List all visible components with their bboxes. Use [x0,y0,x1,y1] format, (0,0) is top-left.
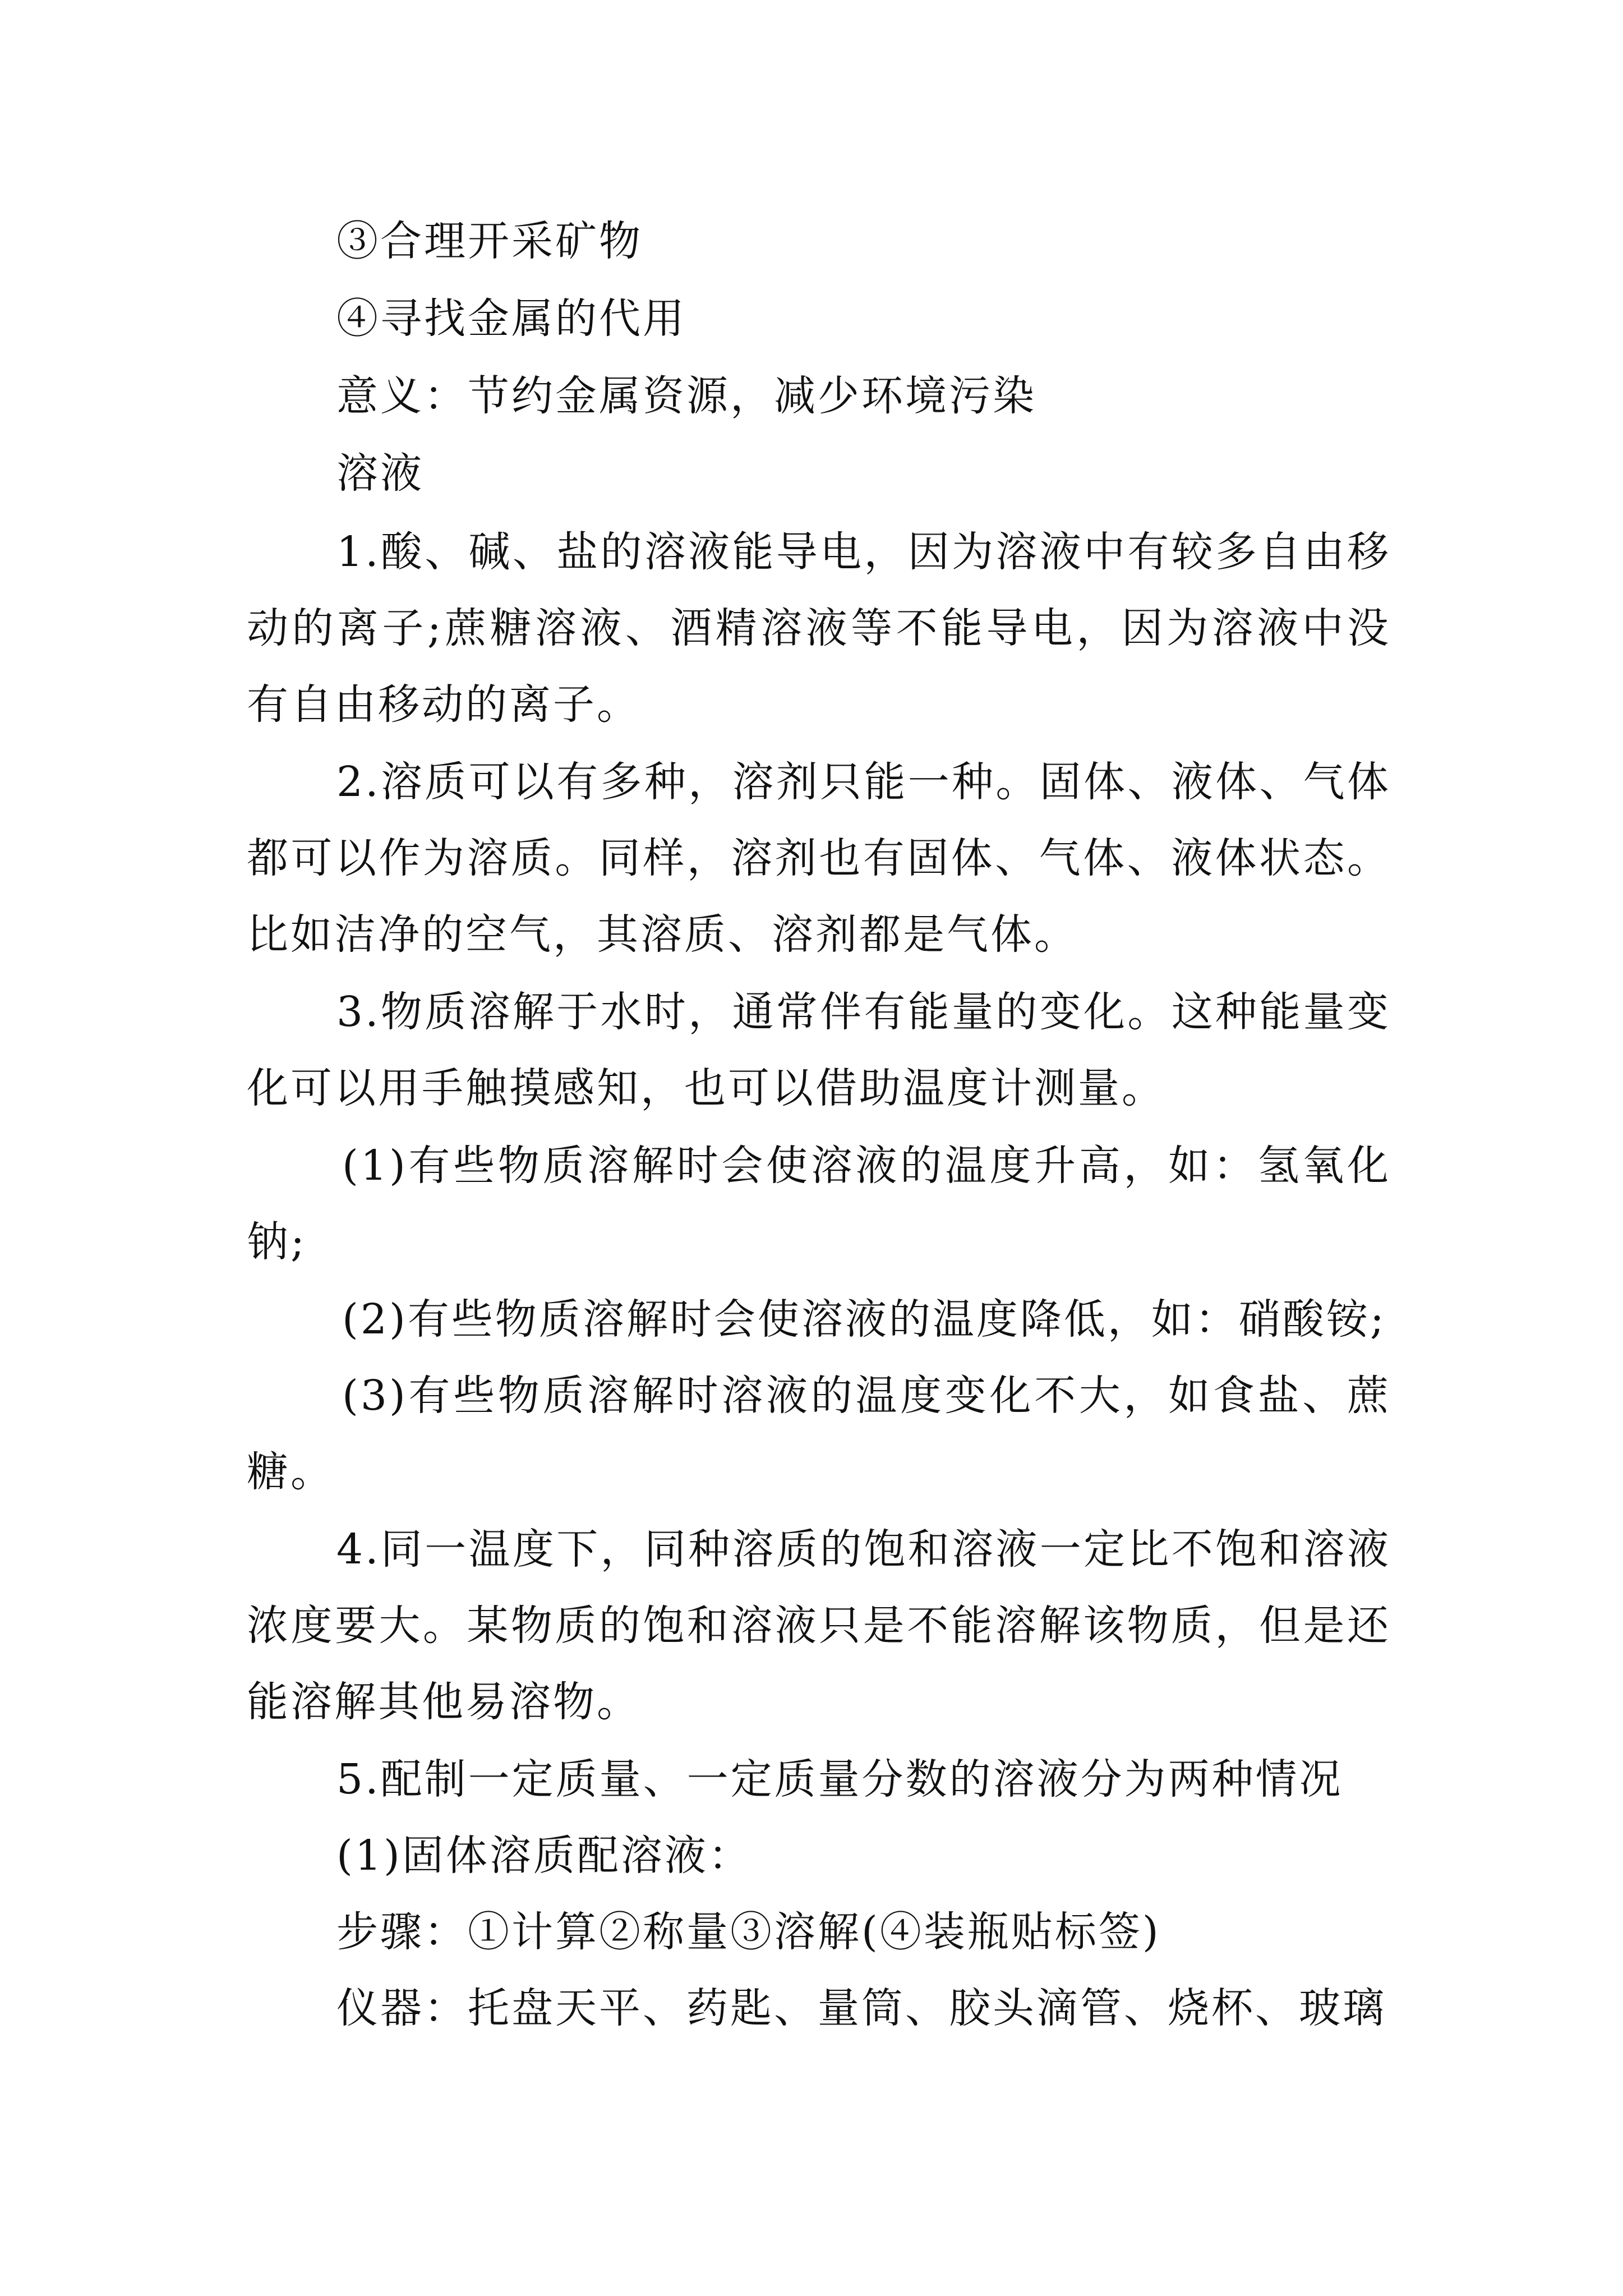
section-heading: 溶液 [336,449,424,498]
paragraph: 2.溶质可以有多种，溶剂只能一种。固体、液体、气体都可以作为溶质。同样，溶剂也有固体、气体、液体状态。比如洁净的空气，其溶质、溶剂都是气体。 [247,758,1391,959]
paragraph: 1.酸、碱、盐的溶液能导电，因为溶液中有较多自由移动的离子;蔗糖溶液、酒精溶液等不能导电，因为溶液中没有自由移动的离子。 [247,528,1391,729]
paragraph: 4.同一温度下，同种溶质的饱和溶液一定比不饱和溶液浓度要大。某物质的饱和溶液只是不能溶解该物质，但是还能溶解其他易溶物。 [247,1525,1391,1726]
text-line: 意义：节约金属资源，减少环境污染 [336,372,1036,420]
paragraph: 步骤：①计算②称量③溶解(④装瓶贴标签) [336,1908,1161,1956]
paragraph: (1)有些物质溶解时会使溶液的温度升高，如：氢氧化钠; [247,1142,1391,1266]
text-line: ③合理开采矿物 [336,217,643,265]
paragraph: (3)有些物质溶解时溶液的温度变化不大，如食盐、蔗糖。 [247,1372,1391,1496]
paragraph: (2)有些物质溶解时会使溶液的温度降低，如：硝酸铵; [342,1295,1386,1343]
paragraph: 3.物质溶解于水时，通常伴有能量的变化。这种能量变化可以用手触摸感知，也可以借助温度计测量。 [247,988,1391,1112]
paragraph: 仪器：托盘天平、药匙、量筒、胶头滴管、烧杯、玻璃 [336,1984,1386,2032]
text-line: ④寻找金属的代用 [336,295,686,343]
paragraph: 5.配制一定质量、一定质量分数的溶液分为两种情况 [336,1755,1343,1803]
paragraph: (1)固体溶质配溶液： [336,1832,752,1880]
